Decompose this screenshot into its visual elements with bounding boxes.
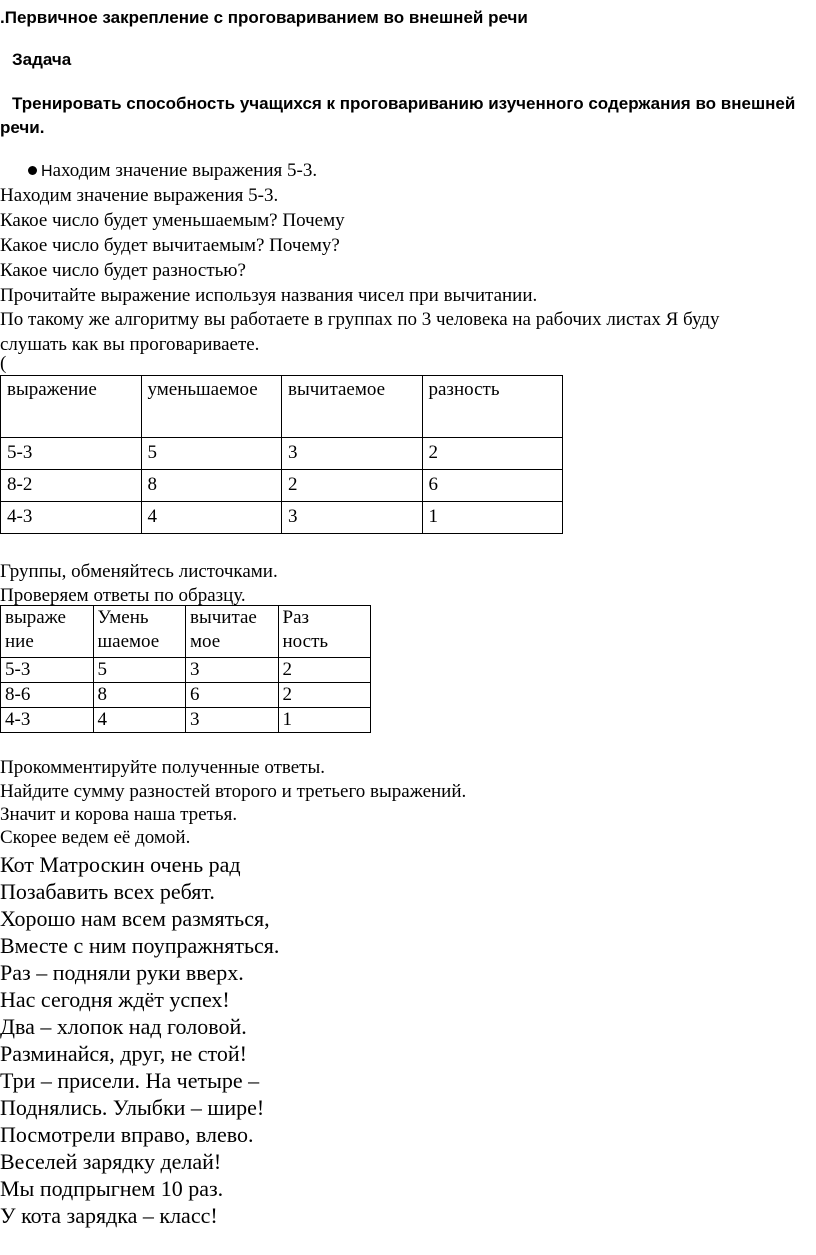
instruction-line: Проверяем ответы по образцу. (0, 585, 246, 606)
table-cell: 4-3 (1, 708, 94, 733)
poem-line: Посмотрели вправо, влево. (0, 1122, 254, 1147)
header-line: вычитае (190, 607, 257, 628)
poem-line: Веселей зарядку делай! (0, 1149, 222, 1174)
table-cell: 2 (422, 438, 563, 470)
table-cell: 5-3 (1, 658, 94, 683)
instruction-line: Скорее ведем её домой. (0, 827, 191, 848)
poem-line: Три – присели. На четыре – (0, 1068, 260, 1093)
instruction-line: Найдите сумму разностей второго и третьего выражений. (0, 781, 467, 802)
table-cell: 8 (93, 683, 186, 708)
poem-line: Мы подпрыгнем 10 раз. (0, 1176, 224, 1201)
instruction-line: По такому же алгоритму вы работаете в группах по 3 человека на рабочих листах Я буду (0, 309, 720, 330)
answer-key-table (0, 605, 371, 733)
table-cell: 8 (141, 470, 282, 502)
instruction-line: Какое число будет уменьшаемым? Почему (0, 210, 345, 231)
table-row (1, 658, 371, 683)
poem-line: Кот Матроскин очень рад (0, 852, 241, 877)
instruction-line: Прочитайте выражение используя названия чисел при вычитании. (0, 285, 538, 306)
table-cell: 1 (278, 708, 371, 733)
table-cell: 5-3 (1, 438, 142, 470)
poem-line: Вместе с ним поупражняться. (0, 933, 280, 958)
task-text-line-1: Тренировать способность учащихся к проговариванию изученного содержания во внешней (12, 94, 796, 113)
worksheet-table (0, 375, 563, 534)
table-cell: 4-3 (1, 502, 142, 534)
table-row (1, 683, 371, 708)
table-header-cell: выражение (1, 376, 142, 438)
table-cell: 2 (278, 658, 371, 683)
instruction-line: Значит и корова наша третья. (0, 804, 238, 825)
table-cell: 8-2 (1, 470, 142, 502)
poem-line: Разминайся, друг, не стой! (0, 1041, 247, 1066)
bullet-item (28, 159, 317, 184)
instruction-line: слушать как вы проговариваете. (0, 334, 260, 355)
bullet-text-start: Н (41, 163, 53, 180)
table-row (1, 470, 563, 502)
instruction-line: Какое число будет разностью? (0, 260, 246, 281)
bullet-text: аходим значение выражения 5-3. (52, 160, 318, 181)
instruction-line: Какое число будет вычитаемым? Почему? (0, 235, 340, 256)
table-cell: 6 (422, 470, 563, 502)
header-line: Раз (282, 607, 310, 628)
table-header-cell: уменьшаемое (141, 376, 282, 438)
header-line: ность (282, 631, 329, 652)
header-line: ние (5, 631, 34, 652)
task-text-line-2: речи. (0, 118, 45, 137)
table-cell: 3 (282, 438, 423, 470)
table-header-cell (1, 606, 94, 658)
section-heading: .Первичное закрепление с проговариванием во внешней речи (0, 8, 528, 27)
table-row (1, 708, 371, 733)
table-cell: 1 (422, 502, 563, 534)
poem-line: Два – хлопок над головой. (0, 1014, 247, 1039)
table-header-cell: вычитаемое (282, 376, 423, 438)
table-cell: 4 (93, 708, 186, 733)
instruction-line: Прокомментируйте полученные ответы. (0, 757, 325, 778)
table-cell: 5 (141, 438, 282, 470)
table-cell: 4 (141, 502, 282, 534)
table-header-cell: разность (422, 376, 563, 438)
instruction-line: ( (0, 353, 7, 374)
header-line: мое (190, 631, 221, 652)
table-cell: 6 (186, 683, 279, 708)
table-cell: 2 (282, 470, 423, 502)
header-line: выраже (5, 607, 66, 628)
bullet-dot-icon (28, 166, 37, 175)
task-label: Задача (12, 50, 72, 69)
table-cell: 3 (186, 708, 279, 733)
header-line: шаемое (97, 631, 160, 652)
poem-line: У кота зарядка – класс! (0, 1203, 218, 1228)
poem-line: Хорошо нам всем размяться, (0, 906, 270, 931)
instruction-line: Группы, обменяйтесь листочками. (0, 561, 278, 582)
table-header-cell (93, 606, 186, 658)
table-row (1, 502, 563, 534)
instruction-line: Находим значение выражения 5-3. (0, 185, 279, 206)
table-cell: 3 (186, 658, 279, 683)
header-line: Умень (97, 607, 149, 628)
table-row (1, 438, 563, 470)
table-cell: 3 (282, 502, 423, 534)
table-cell: 8-6 (1, 683, 94, 708)
poem-line: Раз – подняли руки вверх. (0, 960, 244, 985)
table-header-cell (186, 606, 279, 658)
poem-line: Нас сегодня ждёт успех! (0, 987, 230, 1012)
table-cell: 2 (278, 683, 371, 708)
poem-line: Позабавить всех ребят. (0, 879, 215, 904)
table-header-cell (278, 606, 371, 658)
poem-line: Поднялись. Улыбки – шире! (0, 1095, 265, 1120)
table-cell: 5 (93, 658, 186, 683)
